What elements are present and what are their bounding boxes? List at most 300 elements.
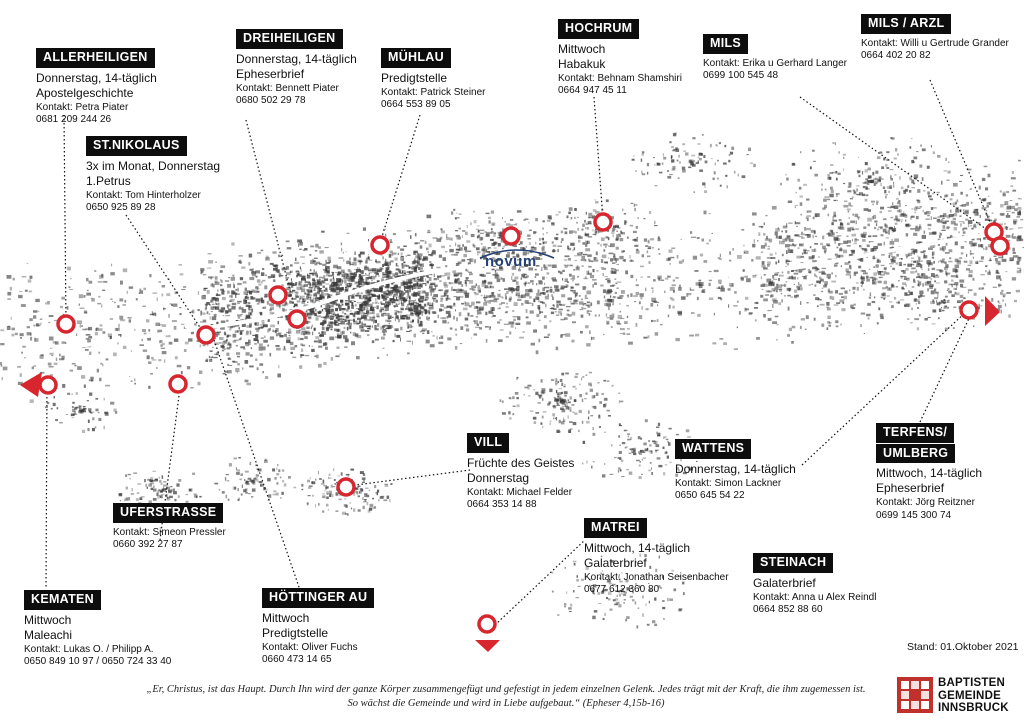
building xyxy=(982,178,985,181)
building xyxy=(395,272,398,275)
building xyxy=(336,316,340,318)
building xyxy=(391,325,393,328)
building xyxy=(69,289,73,290)
building xyxy=(301,327,305,330)
building xyxy=(509,298,512,301)
building xyxy=(666,258,670,261)
building xyxy=(254,323,256,325)
building xyxy=(486,213,490,214)
building xyxy=(314,269,315,272)
building xyxy=(469,258,473,262)
building xyxy=(636,284,639,286)
building xyxy=(881,297,883,298)
building xyxy=(30,337,32,341)
building xyxy=(971,202,973,204)
building xyxy=(772,275,774,279)
building xyxy=(371,317,375,319)
building xyxy=(410,330,412,332)
building xyxy=(476,316,478,318)
building xyxy=(835,275,836,278)
building xyxy=(630,275,633,278)
building xyxy=(209,314,210,315)
building xyxy=(540,311,543,313)
building xyxy=(387,354,388,356)
building xyxy=(649,601,650,604)
building xyxy=(12,328,15,331)
building xyxy=(978,304,979,307)
building xyxy=(950,210,952,213)
building xyxy=(941,233,942,235)
building xyxy=(988,196,989,197)
building xyxy=(820,304,825,306)
building xyxy=(899,262,902,266)
building xyxy=(547,334,550,336)
building xyxy=(306,314,308,317)
building xyxy=(923,190,925,192)
building xyxy=(455,230,458,231)
building xyxy=(643,337,647,339)
building xyxy=(54,363,58,366)
building xyxy=(394,310,398,311)
building xyxy=(850,221,855,224)
building xyxy=(381,303,385,305)
building xyxy=(329,478,332,479)
building xyxy=(619,445,621,446)
building xyxy=(377,323,379,327)
building xyxy=(415,286,419,289)
building xyxy=(929,284,933,287)
building xyxy=(940,270,943,273)
building xyxy=(849,182,852,185)
building xyxy=(198,382,201,386)
building xyxy=(212,347,213,348)
building xyxy=(315,479,316,481)
building xyxy=(338,272,342,275)
building xyxy=(792,163,794,164)
building xyxy=(791,275,792,278)
building xyxy=(407,286,411,288)
building xyxy=(911,308,913,311)
building xyxy=(469,273,473,275)
building xyxy=(804,227,806,231)
building xyxy=(351,302,353,306)
building xyxy=(375,274,376,277)
building xyxy=(343,319,345,321)
building xyxy=(912,286,915,288)
building xyxy=(570,243,574,246)
building xyxy=(61,356,64,360)
building xyxy=(411,313,413,314)
building xyxy=(478,230,480,233)
building xyxy=(942,218,945,219)
building xyxy=(752,223,755,226)
building xyxy=(153,292,158,294)
building xyxy=(814,273,815,276)
building xyxy=(441,317,442,318)
building xyxy=(591,466,592,469)
building xyxy=(840,247,841,251)
building xyxy=(831,222,833,225)
building xyxy=(775,262,777,265)
building xyxy=(841,308,845,311)
building xyxy=(185,342,189,345)
building xyxy=(981,244,982,247)
building xyxy=(561,398,562,399)
building xyxy=(942,258,945,260)
building xyxy=(359,491,360,494)
building xyxy=(331,485,333,488)
building xyxy=(400,249,404,251)
building xyxy=(161,348,165,349)
building xyxy=(301,331,306,335)
building xyxy=(257,252,261,254)
building xyxy=(360,312,365,314)
building xyxy=(248,262,250,266)
building xyxy=(261,326,264,328)
building xyxy=(619,295,623,297)
building xyxy=(568,258,571,261)
building xyxy=(147,479,151,481)
building xyxy=(829,194,834,198)
building xyxy=(610,243,615,247)
building xyxy=(636,460,640,461)
building xyxy=(149,274,151,277)
building xyxy=(382,325,385,327)
building xyxy=(330,294,332,296)
building xyxy=(343,335,347,339)
building xyxy=(645,450,647,451)
building xyxy=(807,215,811,216)
building xyxy=(985,270,987,272)
building xyxy=(508,411,510,414)
building xyxy=(502,401,504,403)
building xyxy=(297,300,301,302)
building xyxy=(640,450,644,453)
building xyxy=(524,394,525,396)
building xyxy=(401,303,404,307)
building xyxy=(22,346,26,348)
building xyxy=(775,316,779,318)
building xyxy=(343,259,344,262)
building xyxy=(305,331,310,333)
building xyxy=(302,263,305,264)
building xyxy=(236,294,240,295)
building xyxy=(787,248,789,249)
building xyxy=(246,315,250,319)
building xyxy=(543,233,544,235)
building xyxy=(835,254,838,256)
building xyxy=(988,174,991,178)
building xyxy=(315,317,318,320)
building xyxy=(886,286,888,288)
building xyxy=(239,327,240,329)
building xyxy=(809,256,814,259)
building xyxy=(824,251,826,254)
building xyxy=(457,245,460,248)
building xyxy=(872,282,875,285)
building xyxy=(288,329,291,332)
building xyxy=(174,326,177,330)
building xyxy=(627,333,631,335)
building xyxy=(256,298,261,301)
building xyxy=(300,354,302,358)
building xyxy=(417,293,420,296)
building xyxy=(688,167,691,169)
building xyxy=(514,302,518,306)
building xyxy=(779,289,783,290)
building xyxy=(326,262,330,264)
building xyxy=(612,262,616,264)
building xyxy=(690,231,692,234)
building xyxy=(231,277,235,281)
building xyxy=(847,209,851,211)
building xyxy=(301,296,305,298)
building xyxy=(581,229,583,231)
building xyxy=(201,271,204,273)
building xyxy=(148,386,150,389)
building xyxy=(56,358,57,361)
building xyxy=(260,324,265,325)
building xyxy=(814,248,816,252)
building xyxy=(306,321,311,323)
building xyxy=(401,309,404,310)
building xyxy=(530,411,533,412)
building xyxy=(228,364,229,366)
building xyxy=(391,254,393,257)
building xyxy=(607,290,612,294)
building xyxy=(212,316,217,320)
building xyxy=(817,305,819,307)
building xyxy=(568,607,572,609)
building xyxy=(529,230,532,232)
building xyxy=(873,266,875,268)
building xyxy=(526,317,529,319)
building xyxy=(289,300,291,303)
building xyxy=(394,333,396,337)
building xyxy=(501,296,503,297)
building xyxy=(895,216,898,219)
building xyxy=(647,624,650,626)
building xyxy=(802,268,803,270)
building xyxy=(313,290,316,291)
building xyxy=(865,271,866,272)
building xyxy=(312,481,316,484)
building xyxy=(942,230,946,231)
building xyxy=(629,453,632,454)
building xyxy=(261,272,265,276)
building xyxy=(209,304,210,306)
building xyxy=(390,251,393,254)
building xyxy=(2,377,3,380)
building xyxy=(959,215,961,217)
building xyxy=(625,619,627,621)
building xyxy=(850,227,853,231)
building xyxy=(319,250,323,253)
building xyxy=(525,289,528,293)
building xyxy=(110,402,114,405)
building xyxy=(480,233,484,234)
building xyxy=(95,328,97,331)
building xyxy=(906,233,908,236)
building xyxy=(355,333,359,336)
building xyxy=(488,232,492,234)
building xyxy=(353,319,355,322)
building xyxy=(255,288,260,290)
building xyxy=(894,158,897,160)
building xyxy=(859,175,861,178)
building xyxy=(791,341,794,344)
building xyxy=(503,278,505,282)
building xyxy=(240,337,242,338)
building xyxy=(968,289,973,291)
building xyxy=(799,244,803,245)
building xyxy=(814,231,816,235)
building xyxy=(361,322,363,325)
building xyxy=(922,177,924,181)
building xyxy=(818,256,819,257)
building xyxy=(704,185,705,188)
building xyxy=(611,291,613,292)
building xyxy=(757,240,758,242)
building xyxy=(925,282,930,286)
building xyxy=(914,157,918,160)
building xyxy=(792,270,797,272)
building xyxy=(719,338,723,339)
building xyxy=(854,272,858,274)
building xyxy=(556,286,558,289)
building xyxy=(333,278,335,282)
building xyxy=(603,273,604,276)
building xyxy=(812,150,815,152)
building xyxy=(356,308,359,309)
building xyxy=(325,260,327,262)
building xyxy=(550,308,555,309)
building xyxy=(294,292,296,293)
building xyxy=(909,225,910,227)
building xyxy=(40,355,44,359)
building xyxy=(787,271,789,274)
building xyxy=(18,297,22,298)
building xyxy=(773,290,775,291)
building xyxy=(145,484,147,487)
building xyxy=(920,206,922,208)
building xyxy=(920,145,921,147)
building xyxy=(249,277,254,280)
building xyxy=(566,591,567,594)
building xyxy=(535,276,537,278)
building xyxy=(903,264,906,265)
building xyxy=(682,259,684,262)
building xyxy=(911,258,914,259)
building xyxy=(610,258,613,261)
building xyxy=(413,301,414,305)
building xyxy=(269,309,271,312)
building xyxy=(111,264,112,267)
building xyxy=(200,314,201,316)
building xyxy=(465,293,470,296)
building xyxy=(315,250,318,252)
building xyxy=(906,256,908,258)
building xyxy=(560,379,563,382)
building xyxy=(555,381,558,384)
building xyxy=(491,228,493,230)
building xyxy=(233,284,235,288)
building xyxy=(698,280,701,282)
building xyxy=(553,292,554,294)
building xyxy=(480,275,481,277)
building xyxy=(315,504,316,507)
building xyxy=(634,245,638,247)
building xyxy=(344,498,346,499)
building xyxy=(398,253,400,255)
building xyxy=(119,324,120,328)
building xyxy=(878,243,883,245)
building xyxy=(964,211,968,215)
building xyxy=(210,350,213,352)
building xyxy=(232,275,234,277)
building xyxy=(389,254,392,258)
building xyxy=(572,249,573,251)
building xyxy=(1015,203,1018,206)
building xyxy=(564,401,565,404)
building xyxy=(374,506,376,508)
building xyxy=(885,225,888,228)
building xyxy=(605,398,607,400)
building xyxy=(289,283,294,286)
building xyxy=(346,323,350,325)
building xyxy=(788,307,790,311)
building xyxy=(264,285,267,289)
building xyxy=(510,398,512,400)
building xyxy=(207,268,212,269)
building xyxy=(429,286,433,289)
building xyxy=(513,319,516,321)
building xyxy=(802,253,803,255)
building xyxy=(875,171,878,174)
building xyxy=(618,315,622,319)
building xyxy=(536,283,537,285)
building xyxy=(350,311,352,312)
building xyxy=(534,421,537,424)
building xyxy=(968,224,970,228)
building xyxy=(1003,192,1006,196)
building xyxy=(903,212,904,213)
building xyxy=(689,335,694,337)
building xyxy=(586,298,588,299)
building xyxy=(272,330,274,332)
building xyxy=(931,216,932,220)
building xyxy=(807,217,809,221)
building xyxy=(565,255,570,257)
building xyxy=(949,249,953,252)
building xyxy=(335,308,338,311)
building xyxy=(814,318,816,321)
building xyxy=(645,603,646,606)
building xyxy=(420,267,423,270)
building xyxy=(425,279,426,282)
building xyxy=(629,448,633,450)
building xyxy=(181,371,183,374)
building xyxy=(660,280,664,281)
building xyxy=(839,293,843,295)
building xyxy=(362,309,363,311)
building xyxy=(629,472,633,475)
building xyxy=(329,474,331,476)
building xyxy=(624,321,628,324)
building xyxy=(1001,214,1004,216)
building xyxy=(511,291,513,293)
building xyxy=(874,221,877,223)
